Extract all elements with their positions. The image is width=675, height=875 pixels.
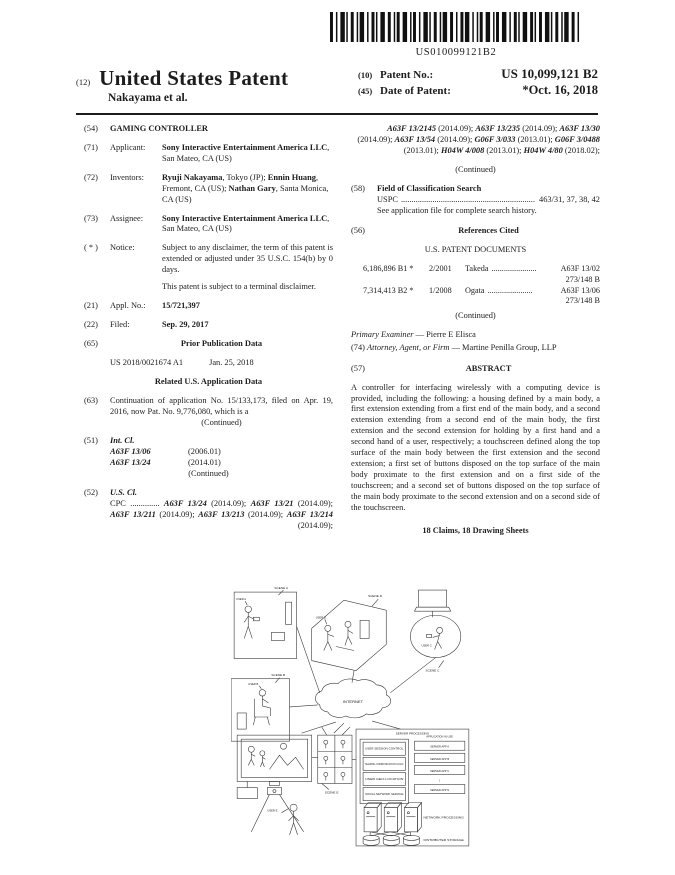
class-code: A63F 13/06 bbox=[110, 447, 151, 457]
appl-no-value: 15/721,397 bbox=[162, 301, 200, 311]
ref-patent-number: 6,186,896 B1 * bbox=[363, 264, 414, 274]
claims-line: 18 Claims, 18 Drawing Sheets bbox=[422, 525, 529, 535]
dot-leader: ...................... bbox=[487, 285, 533, 295]
int-cl-continued: (Continued) bbox=[188, 469, 229, 479]
figure-scene-d bbox=[312, 594, 387, 671]
date-of-patent-value: *Oct. 16, 2018 bbox=[522, 83, 598, 97]
cpc-year: (2014.09); bbox=[206, 499, 251, 509]
ref-patent-number: 7,314,413 B2 * bbox=[363, 285, 414, 295]
field-45-num: (45) bbox=[358, 86, 373, 96]
abstract-text: A controller for interfacing wirelessly with a computing device is provided, including the following: a housing defined by a main body, a first extension extending from a first end of the main body, and a second extension extending from a second end of the main body, the first extension and the second extension for holding by a first hand and a second hand of a user, respectively; a touchscreen defined along the top surface of the main body between the first extension and the second extension; a first set of buttons disposed on the top surface of the main body proximate to the first extension and on a first side of the touchscreen; and a second set of buttons disposed on the top surface of the main body proximate to the second extension and on a second side of the touchscreen. bbox=[351, 382, 600, 512]
inventor-name: Ryuji Nakayama bbox=[162, 172, 223, 182]
label-user-session-control: USER SESSION CONTROL bbox=[365, 748, 405, 751]
field-22-filed bbox=[84, 320, 333, 331]
label-server-app-c: SERVER APP C bbox=[430, 769, 450, 773]
filed-label: Filed: bbox=[110, 319, 130, 329]
ref-class: A63F 13/06 bbox=[560, 285, 600, 295]
prior-publication-title: Prior Publication Data bbox=[180, 338, 263, 348]
field-56-num: (56) bbox=[351, 226, 365, 236]
cpc-code: A63F 13/211 bbox=[110, 509, 156, 519]
cpc-label: CPC bbox=[110, 499, 131, 509]
figure-server-processing bbox=[356, 729, 469, 846]
applicant-name: Sony Interactive Entertainment America LLC bbox=[162, 142, 328, 152]
right-column bbox=[351, 124, 600, 540]
label-apps-ellipsis: ⋮ bbox=[437, 777, 442, 783]
applicant-label: Applicant: bbox=[110, 142, 146, 152]
notice-label: Notice: bbox=[110, 243, 135, 253]
cpc-code: A63F 13/235 bbox=[475, 124, 521, 133]
ref-name: Ogata bbox=[465, 285, 485, 295]
abstract-title: ABSTRACT bbox=[465, 363, 512, 373]
cpc-continued: (Continued) bbox=[455, 164, 496, 174]
class-code: A63F 13/24 bbox=[110, 458, 151, 468]
label-server-processing: SERVER PROCESSING bbox=[395, 731, 430, 736]
ref-date: 2/2001 bbox=[429, 264, 452, 274]
cpc-continuation-list bbox=[351, 124, 600, 157]
us-patent-documents-title: U.S. PATENT DOCUMENTS bbox=[424, 245, 527, 255]
publication-number: US 2018/0021674 A1 bbox=[110, 357, 184, 367]
cpc-year: (2014.09); bbox=[435, 134, 475, 144]
field-57-abstract bbox=[351, 364, 600, 375]
class-year: (2006.01) bbox=[188, 447, 221, 457]
cpc-list bbox=[110, 499, 333, 532]
publication-date: Jan. 25, 2018 bbox=[209, 357, 254, 367]
date-of-patent-label: Date of Patent: bbox=[380, 85, 451, 97]
field-74-attorney bbox=[351, 343, 600, 354]
cpc-year: (2013.01); bbox=[484, 145, 524, 155]
field-56-references bbox=[351, 226, 600, 237]
header-rule bbox=[76, 113, 598, 115]
label-server-app-a: SERVER APP A bbox=[430, 745, 450, 749]
label-server-app-b: SERVER APP B bbox=[430, 757, 450, 761]
related-data-title: Related U.S. Application Data bbox=[154, 376, 263, 386]
field-73-num: (73) bbox=[84, 213, 98, 223]
label-scene-a: SCENE A bbox=[274, 586, 288, 591]
class-year: (2014.01) bbox=[188, 458, 221, 468]
figure-grid-device bbox=[312, 727, 356, 783]
ref-class: A63F 13/02 bbox=[560, 264, 600, 274]
inventor-location: , Fremont, CA (US); bbox=[162, 172, 319, 193]
cpc-code: A63F 13/213 bbox=[198, 509, 245, 519]
field-notice bbox=[84, 243, 333, 293]
applicant-value bbox=[162, 143, 333, 165]
label-internet: INTERNET bbox=[342, 698, 364, 704]
label-user-a: USER A bbox=[236, 598, 247, 602]
cpc-code: G06F 3/033 bbox=[474, 134, 516, 144]
reference-row bbox=[351, 286, 600, 307]
cpc-year: (2013.01); bbox=[515, 134, 555, 144]
dot-leader: ................................................................ bbox=[400, 194, 535, 204]
invention-title: GAMING CONTROLLER bbox=[110, 124, 208, 133]
document-title: United States Patent bbox=[99, 66, 289, 90]
reference-row bbox=[351, 264, 600, 285]
field-57-num: (57) bbox=[351, 363, 365, 373]
barcode-number: US010099121B2 bbox=[415, 47, 497, 58]
figure-scene-a bbox=[234, 586, 296, 659]
primary-examiner-line bbox=[351, 330, 600, 341]
ref-date: 1/2008 bbox=[429, 285, 452, 295]
cpc-year: (2014.09); bbox=[297, 520, 333, 530]
label-user-geo-location: USER GEO-LOCATION bbox=[365, 778, 405, 781]
cpc-year: (2018.02); bbox=[562, 145, 600, 155]
inventor-location: , Santa Monica, CA (US) bbox=[162, 183, 329, 204]
assignee-name: Sony Interactive Entertainment America LLC bbox=[162, 213, 328, 223]
label-scene-c: SCENE C bbox=[425, 668, 440, 673]
cpc-year: (2014.09); bbox=[520, 124, 560, 133]
notice-value bbox=[162, 243, 333, 293]
left-column bbox=[84, 124, 333, 540]
filed-value: Sep. 29, 2017 bbox=[162, 319, 209, 329]
label-scene-b: SCENE B bbox=[271, 673, 286, 678]
cpc-code: A63F 13/214 bbox=[286, 509, 333, 519]
int-cl-title: Int. Cl. bbox=[110, 436, 135, 446]
field-63-continuation bbox=[84, 396, 333, 429]
dot-leader: ...................... bbox=[491, 264, 537, 274]
label-user-d: USER D bbox=[315, 616, 326, 620]
field-22-num: (22) bbox=[84, 319, 98, 329]
field-74-num: (74) bbox=[351, 342, 365, 352]
barcode-image bbox=[330, 12, 582, 42]
field-10-num: (10) bbox=[358, 70, 373, 80]
cpc-code: A63F 13/30 bbox=[559, 124, 600, 133]
cpc-code: A63F 13/54 bbox=[394, 134, 436, 144]
barcode-block bbox=[330, 12, 582, 58]
cpc-code: A63F 13/2145 bbox=[387, 124, 437, 133]
uspc-line bbox=[377, 195, 600, 206]
examiner-value: — Pierre E Elisca bbox=[415, 329, 476, 339]
uspc-label: USPC bbox=[377, 194, 398, 204]
search-history-note: See application file for complete search history. bbox=[377, 205, 537, 215]
field-54-num: (54) bbox=[84, 124, 98, 133]
notice-paragraph-1: Subject to any disclaimer, the term of this patent is extended or adjusted under 35 U.S.C. 154(b) by 0 days. bbox=[162, 243, 333, 275]
cpc-code: G06F 3/0488 bbox=[554, 134, 600, 144]
inventor-name: Ennin Huang bbox=[267, 172, 316, 182]
inventor-location: , Tokyo (JP); bbox=[222, 172, 268, 182]
label-user-e: USER E bbox=[267, 809, 278, 813]
figure-scene-c bbox=[410, 590, 460, 673]
figure-drawing bbox=[231, 580, 473, 854]
continuation-text: Continuation of application No. 15/133,173, filed on Apr. 19, 2016, now Pat. No. 9,776,080, which is a bbox=[110, 395, 333, 416]
field-71-applicant bbox=[84, 143, 333, 165]
field-21-appl-no bbox=[84, 301, 333, 312]
uspc-value: 463/31, 37, 38, 42 bbox=[539, 194, 600, 204]
attorney-value: — Martine Penilla Group, LLP bbox=[451, 342, 557, 352]
label-sharing-communication-logic: SHARING COMMUNICATION LOGIC bbox=[365, 763, 403, 766]
notice-paragraph-2: This patent is subject to a terminal disclaimer. bbox=[162, 282, 316, 292]
figure-internet-cloud bbox=[315, 679, 390, 718]
figure-storage-cylinders bbox=[363, 835, 419, 845]
figure-scene-e bbox=[237, 735, 338, 835]
ref-subclass: 273/148 B bbox=[565, 296, 600, 306]
label-application-in-use: APPLICATION IN USE bbox=[426, 735, 453, 739]
field-58-classification-search bbox=[351, 184, 600, 217]
cpc-code: A63F 13/21 bbox=[250, 499, 294, 509]
label-server-app-n: SERVER APP N bbox=[430, 789, 450, 793]
applicant-location: , San Mateo, CA (US) bbox=[162, 142, 330, 163]
field-52-us-cl bbox=[84, 488, 333, 532]
field-72-num: (72) bbox=[84, 172, 98, 182]
columns bbox=[84, 124, 600, 540]
inventors-value bbox=[162, 173, 333, 206]
label-scene-e: SCENE E bbox=[324, 790, 339, 795]
assignee-label: Assignee: bbox=[110, 213, 144, 223]
field-65-num: (65) bbox=[84, 338, 98, 348]
notice-num: ( * ) bbox=[84, 243, 98, 253]
references-continued: (Continued) bbox=[455, 310, 496, 320]
field-65-prior-publication bbox=[84, 339, 333, 350]
field-21-num: (21) bbox=[84, 301, 98, 311]
cpc-code: A63F 13/24 bbox=[163, 499, 207, 509]
header bbox=[76, 66, 598, 104]
field-73-assignee bbox=[84, 214, 333, 236]
cpc-year: (2014.09); bbox=[293, 499, 333, 509]
field-72-inventors bbox=[84, 173, 333, 206]
cpc-year: (2014.09); bbox=[155, 509, 199, 519]
inventor-name: Nathan Gary bbox=[228, 183, 276, 193]
header-right bbox=[358, 66, 598, 99]
field-52-num: (52) bbox=[84, 488, 98, 498]
cpc-year: (2014.09); bbox=[357, 134, 395, 144]
field-51-num: (51) bbox=[84, 436, 98, 446]
prior-publication-row bbox=[110, 358, 333, 369]
field-71-num: (71) bbox=[84, 142, 98, 152]
front-page-figure bbox=[231, 580, 473, 854]
cpc-year: (2013.01); bbox=[403, 145, 441, 155]
figure-network-towers bbox=[364, 803, 421, 832]
label-user-b: USER B bbox=[248, 682, 259, 686]
field-54-title bbox=[84, 124, 333, 135]
label-distributed-storage: DISTRIBUTED STORAGE bbox=[423, 838, 455, 842]
ref-name: Takeda bbox=[465, 264, 489, 274]
patent-no-value: US 10,099,121 B2 bbox=[501, 66, 598, 81]
us-cl-title: U.S. Cl. bbox=[110, 488, 137, 498]
appl-no-label: Appl. No.: bbox=[110, 301, 146, 311]
label-network-processing: NETWORK PROCESSING bbox=[423, 816, 455, 820]
references-cited-title: References Cited bbox=[458, 226, 519, 236]
cpc-code: H04W 4/008 bbox=[440, 145, 485, 155]
int-cl-row bbox=[110, 447, 333, 458]
label-scene-d: SCENE D bbox=[368, 594, 382, 599]
assignee-value bbox=[162, 214, 333, 236]
header-left bbox=[76, 66, 288, 104]
cpc-year: (2014.09); bbox=[436, 124, 476, 133]
field-63-num: (63) bbox=[84, 395, 98, 405]
inventor-line: Nakayama et al. bbox=[108, 92, 188, 104]
ref-subclass: 273/148 B bbox=[565, 274, 600, 284]
cpc-code: H04W 4/80 bbox=[523, 145, 563, 155]
examiner-label: Primary Examiner bbox=[351, 329, 414, 339]
int-cl-row bbox=[110, 458, 333, 469]
inventors-label: Inventors: bbox=[110, 172, 144, 182]
cpc-year: (2014.09); bbox=[244, 509, 287, 519]
continuation-continued: (Continued) bbox=[201, 417, 242, 427]
assignee-location: , San Mateo, CA (US) bbox=[162, 213, 330, 234]
field-58-num: (58) bbox=[351, 183, 365, 193]
label-user-c: USER C bbox=[421, 644, 432, 648]
kind-code-12: (12) bbox=[76, 77, 91, 87]
figure-scene-b bbox=[231, 673, 289, 741]
patent-no-label: Patent No.: bbox=[380, 69, 434, 81]
field-51-int-cl bbox=[84, 436, 333, 480]
attorney-label: Attorney, Agent, or Firm bbox=[367, 342, 450, 352]
field-58-title: Field of Classification Search bbox=[377, 183, 482, 193]
label-social-network-service: SOCIAL NETWORK SERVICE bbox=[365, 794, 396, 797]
continuation-text-wrap bbox=[110, 396, 333, 429]
dot-leader: .............. bbox=[130, 499, 164, 509]
